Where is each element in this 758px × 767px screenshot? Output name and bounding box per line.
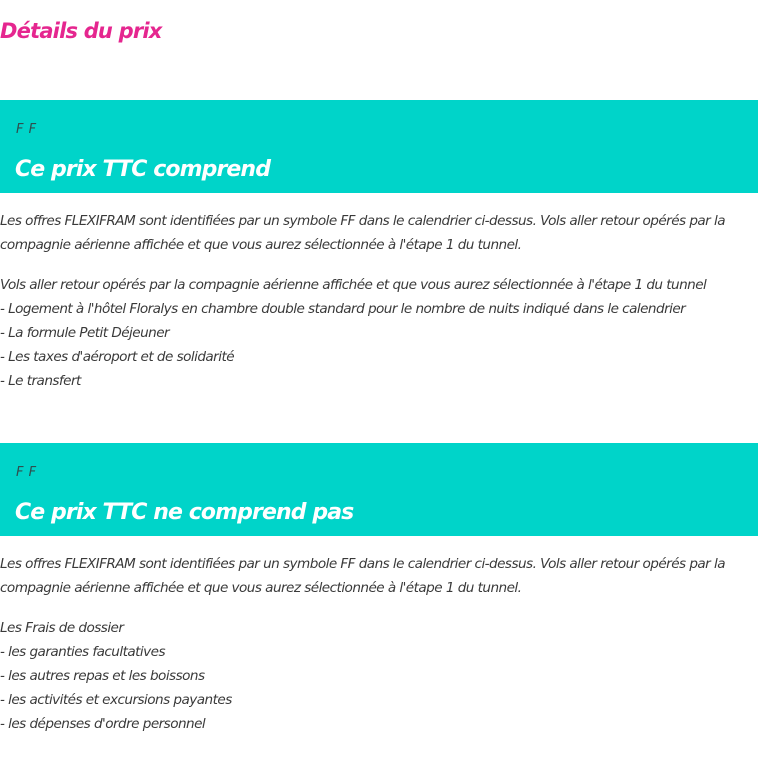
list-item: - les autres repas et les boissons bbox=[0, 668, 205, 684]
intro-line: compagnie aérienne affichée et que vous aurez sélectionnée à l'étape 1 du tunnel. bbox=[0, 237, 522, 253]
list-item: - les dépenses d'ordre personnel bbox=[0, 716, 206, 732]
section-header-includes bbox=[0, 100, 758, 193]
section-heading-excludes: Ce prix TTC ne comprend pas bbox=[15, 500, 354, 525]
included-list bbox=[0, 273, 752, 393]
list-item: - Le transfert bbox=[0, 373, 81, 389]
flexifram-intro bbox=[0, 209, 752, 257]
section-heading-includes: Ce prix TTC comprend bbox=[15, 157, 271, 182]
list-item: - les activités et excursions payantes bbox=[0, 692, 232, 708]
list-item: - Logement à l'hôtel Floralys en chambre double standard pour le nombre de nuits indiqué dans le calendrier bbox=[0, 301, 686, 317]
flexifram-intro bbox=[0, 552, 752, 600]
excluded-list bbox=[0, 616, 752, 736]
list-item: - Les taxes d'aéroport et de solidarité bbox=[0, 349, 235, 365]
intro-line: compagnie aérienne affichée et que vous aurez sélectionnée à l'étape 1 du tunnel. bbox=[0, 580, 522, 596]
list-item: Vols aller retour opérés par la compagnie aérienne affichée et que vous aurez sélectionnée à l'étape 1 du tunnel bbox=[0, 277, 707, 293]
ff-icon: F F bbox=[16, 465, 37, 480]
intro-line: Les offres FLEXIFRAM sont identifiées par un symbole FF dans le calendrier ci-dessus. Vols aller retour opérés par la bbox=[0, 556, 725, 572]
list-item: - La formule Petit Déjeuner bbox=[0, 325, 170, 341]
ff-icon: F F bbox=[16, 122, 37, 137]
list-item: - les garanties facultatives bbox=[0, 644, 165, 660]
list-item: Les Frais de dossier bbox=[0, 620, 124, 636]
section-header-excludes bbox=[0, 443, 758, 536]
page-title: Détails du prix bbox=[0, 19, 162, 43]
intro-line: Les offres FLEXIFRAM sont identifiées par un symbole FF dans le calendrier ci-dessus. Vols aller retour opérés par la bbox=[0, 213, 725, 229]
